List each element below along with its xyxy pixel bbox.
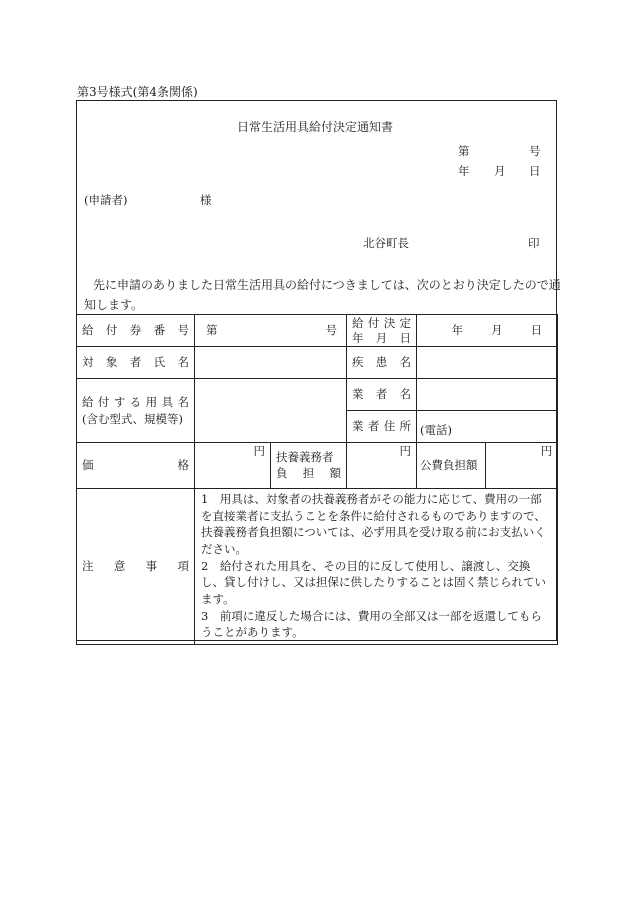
guardian-share-field[interactable]: [347, 443, 417, 489]
public-yen: 円: [540, 444, 553, 458]
recipient-name-field[interactable]: [195, 347, 347, 379]
disease-field[interactable]: [417, 347, 558, 379]
notes-content: [195, 489, 558, 645]
issue-month: 月: [494, 164, 506, 178]
decision-day: 日: [530, 323, 543, 338]
decision-date-label: 給付決定 年月日: [347, 315, 417, 347]
document-title: 日常生活用具給付決定通知書: [236, 120, 393, 134]
recipient-name-label: 対象者氏名: [77, 347, 195, 379]
issue-year: 年: [458, 164, 470, 178]
note-item: 2 給付された用具を、その目的に反して使用し、譲渡し、交換し、貸し付けし、又は担保に供したりすることは固く禁じられています。: [201, 558, 546, 607]
applicant-honorific: 様: [200, 193, 212, 207]
voucher-dai: 第: [206, 323, 218, 338]
number-dai: 第: [458, 144, 470, 158]
price-yen: 円: [253, 444, 265, 458]
disease-label: 疾患名: [347, 347, 417, 379]
vendor-name-label: 業者名: [347, 379, 417, 411]
item-field[interactable]: [195, 379, 347, 443]
number-go: 号: [529, 144, 541, 158]
vendor-address-field[interactable]: [417, 411, 558, 443]
note-item: 1 用具は、対象者の扶養義務者がその能力に応じて、費用の一部を直接業者に支払うことを条件に給付されるものでありますので、扶養義務者負担額については、必ず用具を受け取る前にお支払いください。: [201, 492, 546, 557]
voucher-number-field[interactable]: [195, 315, 347, 347]
decision-table: [76, 314, 558, 645]
decision-month: 月: [491, 323, 503, 338]
public-share-label: 公費負担額: [417, 443, 486, 489]
phone-label: (電話): [420, 423, 453, 438]
guardian-share-label: 扶養義務者 負担額: [271, 443, 347, 489]
voucher-number-label: 給付券番号: [77, 315, 195, 347]
public-share-field[interactable]: [486, 443, 558, 489]
price-label: 価格: [77, 443, 195, 489]
applicant-label: (申請者): [84, 193, 128, 207]
notes-label: 注意事項: [77, 489, 195, 645]
body-text-line-1: 先に申請のありました日常生活用具の給付につきましては、次のとおり決定したので通: [93, 278, 561, 292]
vendor-name-field[interactable]: [417, 379, 558, 411]
vendor-address-label: 業者住所: [347, 411, 417, 443]
voucher-go: 号: [325, 323, 338, 338]
decision-date-field[interactable]: [417, 315, 558, 347]
body-text-line-2: 知します。: [84, 298, 144, 312]
issue-day: 日: [529, 164, 541, 178]
item-label: 給付する用具名 (含む型式、規模等): [77, 379, 195, 443]
note-item: 3 前項に違反した場合には、費用の全部又は一部を返還してもらうことがあります。: [201, 608, 542, 640]
guardian-yen: 円: [399, 444, 412, 458]
form-label: 第3号様式(第4条関係): [77, 85, 198, 99]
price-field[interactable]: [195, 443, 271, 489]
issuer-name: 北谷町長: [363, 236, 409, 250]
issuer-seal: 印: [528, 236, 540, 250]
decision-year: 年: [451, 323, 464, 338]
